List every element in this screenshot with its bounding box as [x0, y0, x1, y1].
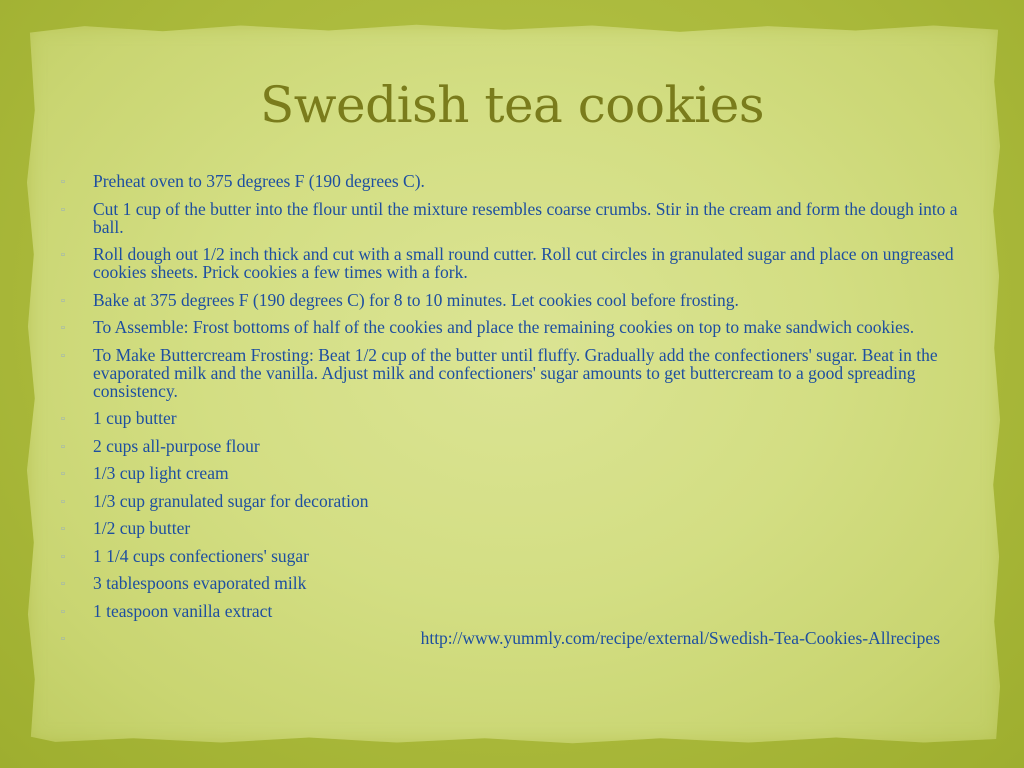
bullet-icon: ▫ [61, 349, 65, 362]
bullet-icon: ▫ [61, 249, 65, 261]
list-item-text: Cut 1 cup of the butter into the flour until the mixture resembles coarse crumbs. Stir in the cream and form the dough into a ball. [93, 198, 958, 237]
list-item-text: To Assemble: Frost bottoms of half of the cookies and place the remaining cookies on top to make sandwich cookies. [93, 317, 915, 337]
bullet-icon: ▫ [61, 468, 65, 480]
bullet-icon: ▫ [61, 550, 65, 563]
list-item [58, 602, 970, 620]
list-item [58, 346, 970, 400]
bullet-icon: ▫ [61, 413, 65, 425]
bullet-icon: ▫ [61, 322, 65, 334]
list-item-text: 1/3 cup light cream [93, 463, 229, 483]
bullet-icon: ▫ [61, 605, 65, 618]
bullet-icon: ▫ [61, 203, 65, 216]
list-item-text: 2 cups all-purpose flour [93, 435, 260, 456]
list-item-text: 1/3 cup granulated sugar for decoration [93, 490, 369, 511]
list-item-text: To Make Buttercream Frosting: Beat 1/2 cup of the butter until fluffy. Gradually add the confectioners' sugar. Beat in the evaporated milk and the vanilla. Adjust milk and confectioners' sugar amounts to get buttercream to a good spreading consistency. [93, 344, 938, 401]
list-item-text: 3 tablespoons evaporated milk [93, 573, 307, 593]
list-item [58, 574, 970, 592]
recipe-list [58, 172, 970, 657]
source-url-link[interactable]: http://www.yummly.com/recipe/external/Swedish-Tea-Cookies-Allrecipes [420, 628, 940, 648]
list-item [58, 200, 970, 236]
slide-title: Swedish tea cookies [259, 76, 765, 134]
list-item [58, 318, 970, 336]
list-item [58, 519, 970, 537]
bullet-icon: ▫ [61, 633, 65, 645]
list-item [58, 291, 970, 309]
list-item [58, 464, 970, 482]
list-item [58, 245, 970, 281]
bullet-icon: ▫ [61, 176, 65, 188]
source-url-item [58, 629, 970, 647]
list-item [58, 492, 970, 510]
bullet-icon: ▫ [61, 523, 65, 535]
list-item-text: 1 1/4 cups confectioners' sugar [93, 545, 310, 566]
list-item [58, 409, 970, 427]
list-item-text: 1 teaspoon vanilla extract [93, 600, 273, 621]
list-item [58, 547, 970, 565]
list-item-text: Roll dough out 1/2 inch thick and cut with a small round cutter. Roll cut circles in granulated sugar and place on ungreased cookies sheets. Prick cookies a few times with a fork. [93, 244, 954, 282]
bullet-icon: ▫ [61, 440, 65, 453]
bullet-icon: ▫ [61, 495, 65, 508]
list-item [58, 437, 970, 455]
list-item-text: 1 cup butter [93, 408, 177, 428]
list-item-text: 1/2 cup butter [93, 518, 191, 538]
bullet-icon: ▫ [61, 578, 65, 590]
bullet-icon: ▫ [61, 294, 65, 307]
list-item [58, 172, 970, 190]
list-item-text: Preheat oven to 375 degrees F (190 degrees C). [93, 171, 425, 191]
list-item-text: Bake at 375 degrees F (190 degrees C) for 8 to 10 minutes. Let cookies cool before frosting. [93, 289, 739, 310]
